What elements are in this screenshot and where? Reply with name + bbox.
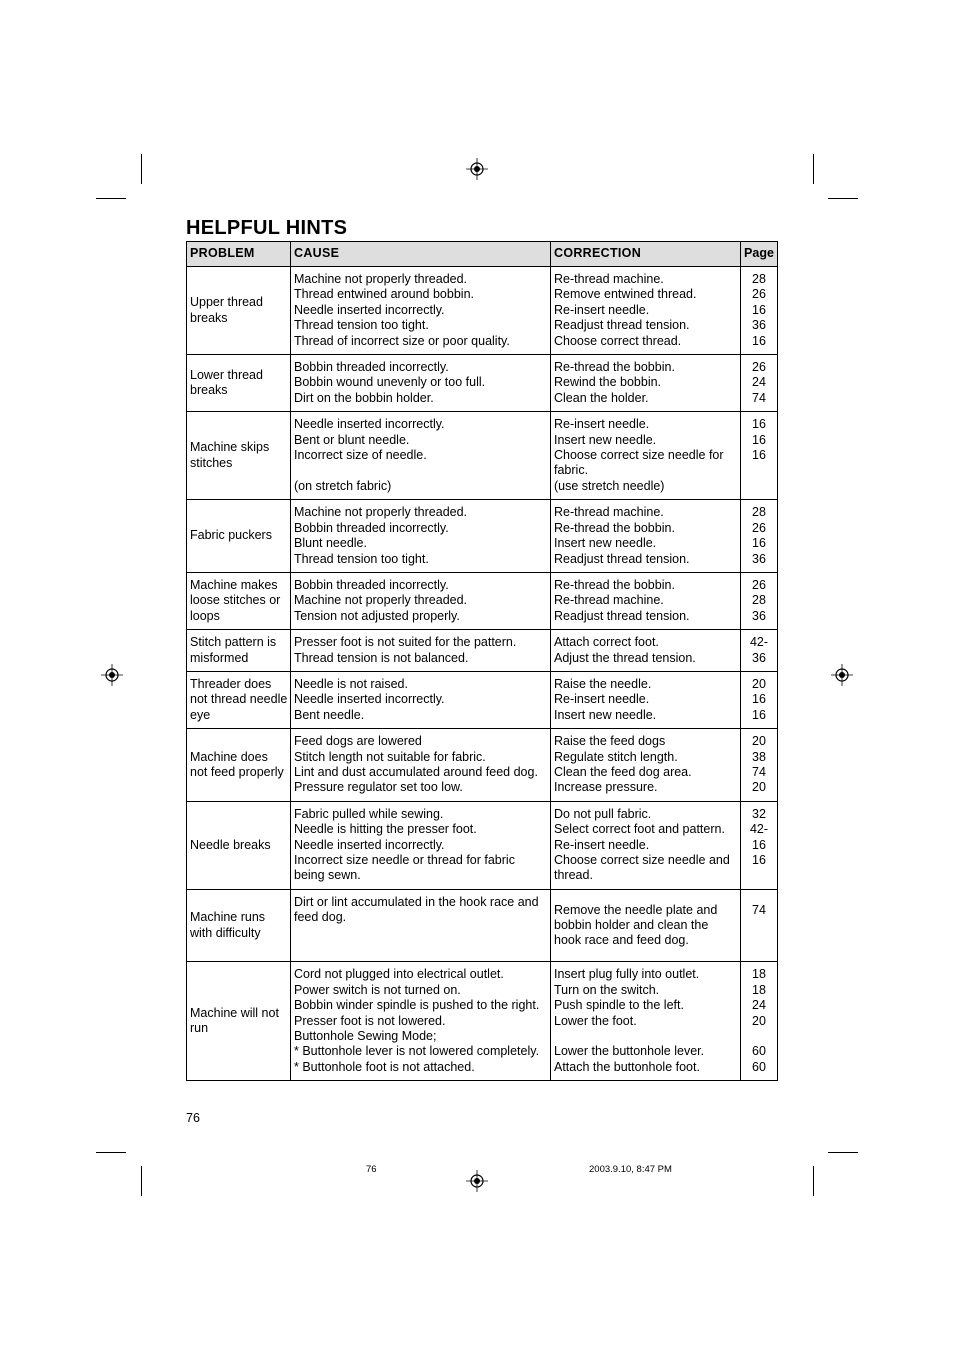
page-ref: 26 bbox=[752, 360, 766, 375]
cause-line: Bent or blunt needle. bbox=[294, 432, 410, 447]
cause-line: Needle is not raised. bbox=[294, 676, 408, 691]
cause-line bbox=[294, 463, 548, 478]
cause-cell bbox=[291, 671, 551, 728]
problem-cell: Needle breaks bbox=[187, 801, 291, 889]
cause-line: Thread tension is not balanced. bbox=[294, 650, 469, 665]
cause-line: Power switch is not turned on. bbox=[294, 982, 461, 997]
page-ref: 74 bbox=[752, 764, 766, 779]
page-title: HELPFUL HINTS bbox=[186, 217, 348, 239]
crop-mark bbox=[828, 1152, 858, 1153]
correction-line: Re-thread the bobbin. bbox=[554, 360, 675, 375]
correction-cell bbox=[551, 267, 741, 355]
table-row bbox=[187, 801, 778, 889]
correction-line: Readjust thread tension. bbox=[554, 551, 690, 566]
correction-line: Re-insert needle. bbox=[554, 692, 650, 707]
cause-line: * Buttonhole foot is not attached. bbox=[294, 1059, 475, 1074]
cause-line: Lint and dust accumulated around feed dog. bbox=[294, 764, 538, 779]
page-cell bbox=[741, 500, 778, 573]
correction-cell bbox=[551, 412, 741, 500]
registration-mark-icon bbox=[466, 1170, 488, 1192]
correction-line bbox=[554, 1029, 738, 1044]
cause-line: Bobbin threaded incorrectly. bbox=[294, 577, 449, 592]
page-cell bbox=[741, 801, 778, 889]
page-ref: 24 bbox=[752, 375, 766, 390]
page-cell bbox=[741, 962, 778, 1081]
cause-line: Bobbin threaded incorrectly. bbox=[294, 360, 449, 375]
cause-line: Incorrect size needle or thread for fabric being sewn. bbox=[294, 853, 515, 883]
crop-mark bbox=[141, 1166, 142, 1196]
correction-line: Turn on the switch. bbox=[554, 982, 660, 997]
correction-line: Re-thread the bobbin. bbox=[554, 520, 675, 535]
page-cell bbox=[741, 572, 778, 629]
page-ref: 36 bbox=[752, 318, 766, 333]
correction-line: Re-insert needle. bbox=[554, 837, 650, 852]
page-ref: 16 bbox=[752, 692, 766, 707]
page-ref: 36 bbox=[752, 551, 766, 566]
correction-line: Re-insert needle. bbox=[554, 302, 650, 317]
page-ref: 26 bbox=[752, 520, 766, 535]
page-cell bbox=[741, 729, 778, 802]
page-ref bbox=[741, 1029, 777, 1044]
problem-cell: Fabric puckers bbox=[187, 500, 291, 573]
correction-line: Insert new needle. bbox=[554, 536, 657, 551]
cause-line bbox=[294, 941, 548, 956]
registration-mark-icon bbox=[831, 664, 853, 686]
correction-line: Attach correct foot. bbox=[554, 635, 659, 650]
cause-line: Machine not properly threaded. bbox=[294, 505, 468, 520]
page-ref: 32 bbox=[752, 806, 766, 821]
footer-file-page: 76 bbox=[366, 1164, 377, 1175]
page-cell bbox=[741, 889, 778, 962]
cause-line bbox=[294, 926, 548, 941]
cause-line: Needle inserted incorrectly. bbox=[294, 417, 445, 432]
correction-line: Select correct foot and pattern. bbox=[554, 822, 725, 837]
correction-cell bbox=[551, 500, 741, 573]
correction-line: Choose correct size needle and thread. bbox=[554, 853, 730, 883]
page-ref: 16 bbox=[752, 837, 766, 852]
correction-line: Choose correct size needle for fabric. bbox=[554, 448, 724, 478]
page-ref: 18 bbox=[752, 982, 766, 997]
crop-mark bbox=[813, 154, 814, 184]
cause-line: Bobbin threaded incorrectly. bbox=[294, 520, 449, 535]
page-ref: 16 bbox=[752, 302, 766, 317]
page-ref: 20 bbox=[752, 676, 766, 691]
correction-line: Rewind the bobbin. bbox=[554, 375, 662, 390]
cause-cell bbox=[291, 962, 551, 1081]
correction-line: Insert new needle. bbox=[554, 707, 657, 722]
problem-cell: Machine does not feed properly bbox=[187, 729, 291, 802]
cause-line: Machine not properly threaded. bbox=[294, 272, 468, 286]
page-cell bbox=[741, 355, 778, 412]
cause-line: Tension not adjusted properly. bbox=[294, 608, 460, 623]
cause-line: Thread tension too tight. bbox=[294, 318, 429, 333]
page-number: 76 bbox=[186, 1111, 200, 1125]
page-ref bbox=[741, 868, 777, 883]
cause-line: Bobbin winder spindle is pushed to the right. bbox=[294, 998, 540, 1013]
table-row bbox=[187, 267, 778, 355]
cause-line: Pressure regulator set too low. bbox=[294, 780, 463, 795]
cause-line: Dirt or lint accumulated in the hook race and feed dog. bbox=[294, 894, 539, 925]
column-header-cause: CAUSE bbox=[291, 242, 551, 267]
problem-cell: Lower thread breaks bbox=[187, 355, 291, 412]
cause-line: (on stretch fabric) bbox=[294, 478, 392, 493]
cause-line: Blunt needle. bbox=[294, 536, 367, 551]
page-ref: 60 bbox=[752, 1044, 766, 1059]
cause-line: Thread of incorrect size or poor quality. bbox=[294, 333, 510, 348]
cause-line: Thread entwined around bobbin. bbox=[294, 287, 474, 302]
correction-line: Attach the buttonhole foot. bbox=[554, 1059, 700, 1074]
page-ref: 36 bbox=[752, 650, 766, 665]
page-ref bbox=[741, 918, 777, 933]
cause-cell bbox=[291, 729, 551, 802]
problem-cell: Threader does not thread needle eye bbox=[187, 671, 291, 728]
page-ref: 28 bbox=[752, 272, 766, 286]
crop-mark bbox=[96, 198, 126, 199]
page-ref: 16 bbox=[752, 333, 766, 348]
page-ref: 26 bbox=[752, 287, 766, 302]
correction-line: Re-thread machine. bbox=[554, 272, 664, 286]
cause-line: Stitch length not suitable for fabric. bbox=[294, 749, 486, 764]
problem-cell: Machine skips stitches bbox=[187, 412, 291, 500]
cause-line: Incorrect size of needle. bbox=[294, 448, 427, 463]
column-header-problem: PROBLEM bbox=[187, 242, 291, 267]
page-ref: 20 bbox=[752, 780, 766, 795]
correction-line: Insert new needle. bbox=[554, 432, 657, 447]
crop-mark bbox=[813, 1166, 814, 1196]
page-ref: 26 bbox=[752, 577, 766, 592]
page-ref bbox=[741, 933, 777, 948]
correction-cell bbox=[551, 962, 741, 1081]
table-row bbox=[187, 412, 778, 500]
problem-cell: Upper thread breaks bbox=[187, 267, 291, 355]
table-row bbox=[187, 962, 778, 1081]
correction-line: Re-thread the bobbin. bbox=[554, 577, 675, 592]
cause-cell bbox=[291, 630, 551, 672]
correction-line: Lower the buttonhole lever. bbox=[554, 1044, 705, 1059]
page-cell bbox=[741, 630, 778, 672]
correction-cell bbox=[551, 801, 741, 889]
table-row bbox=[187, 572, 778, 629]
cause-cell bbox=[291, 572, 551, 629]
column-header-page: Page bbox=[741, 242, 778, 267]
registration-mark-icon bbox=[101, 664, 123, 686]
problem-cell: Machine runs with difficulty bbox=[187, 889, 291, 962]
correction-cell bbox=[551, 355, 741, 412]
cause-line: Dirt on the bobbin holder. bbox=[294, 390, 434, 405]
page-ref: 16 bbox=[752, 448, 766, 463]
page-ref: 16 bbox=[752, 432, 766, 447]
cause-line: Machine not properly threaded. bbox=[294, 593, 468, 608]
troubleshooting-table bbox=[186, 241, 778, 1081]
correction-cell bbox=[551, 729, 741, 802]
cause-cell bbox=[291, 801, 551, 889]
page-ref bbox=[741, 479, 777, 494]
page-ref: 16 bbox=[752, 853, 766, 867]
correction-line: (use stretch needle) bbox=[554, 478, 665, 493]
page-ref: 60 bbox=[752, 1059, 766, 1074]
cause-line: Presser foot is not lowered. bbox=[294, 1013, 446, 1028]
footer-timestamp: 2003.9.10, 8:47 PM bbox=[589, 1164, 672, 1175]
correction-line: Re-thread machine. bbox=[554, 593, 664, 608]
correction-line: Remove entwined thread. bbox=[554, 287, 697, 302]
cause-line: Needle inserted incorrectly. bbox=[294, 302, 445, 317]
crop-mark bbox=[828, 198, 858, 199]
cause-cell bbox=[291, 889, 551, 962]
cause-cell bbox=[291, 355, 551, 412]
correction-line: Increase pressure. bbox=[554, 780, 658, 795]
correction-line: Clean the holder. bbox=[554, 390, 649, 405]
problem-cell: Stitch pattern is misformed bbox=[187, 630, 291, 672]
correction-line: Push spindle to the left. bbox=[554, 998, 684, 1013]
correction-line: Regulate stitch length. bbox=[554, 749, 678, 764]
correction-line: Re-insert needle. bbox=[554, 417, 650, 432]
cause-line: Needle inserted incorrectly. bbox=[294, 837, 445, 852]
correction-line: Adjust the thread tension. bbox=[554, 650, 696, 665]
table-row bbox=[187, 355, 778, 412]
page-ref: 24 bbox=[752, 998, 766, 1013]
column-header-correction: CORRECTION bbox=[551, 242, 741, 267]
cause-line: Thread tension too tight. bbox=[294, 551, 429, 566]
page-ref: 16 bbox=[752, 536, 766, 551]
cause-line: Buttonhole Sewing Mode; bbox=[294, 1029, 437, 1044]
page-cell bbox=[741, 412, 778, 500]
correction-cell bbox=[551, 889, 741, 962]
correction-cell bbox=[551, 671, 741, 728]
page-ref: 18 bbox=[752, 967, 766, 982]
table-row bbox=[187, 671, 778, 728]
page-cell bbox=[741, 671, 778, 728]
page-ref: 28 bbox=[752, 505, 766, 520]
page-ref: 16 bbox=[752, 707, 766, 722]
correction-line: Readjust thread tension. bbox=[554, 608, 690, 623]
cause-line: Bent needle. bbox=[294, 707, 365, 722]
page-ref: 28 bbox=[752, 593, 766, 608]
page-ref: 42- bbox=[749, 822, 769, 837]
page-ref: 20 bbox=[752, 1013, 766, 1028]
table-row bbox=[187, 729, 778, 802]
page-ref: 16 bbox=[752, 417, 766, 432]
crop-mark bbox=[96, 1152, 126, 1153]
correction-line: Raise the needle. bbox=[554, 676, 652, 691]
crop-mark bbox=[141, 154, 142, 184]
correction-line: Lower the foot. bbox=[554, 1013, 637, 1028]
page-ref: 74 bbox=[752, 390, 766, 405]
correction-line: Re-thread machine. bbox=[554, 505, 664, 520]
cause-line: Presser foot is not suited for the pattern. bbox=[294, 635, 517, 650]
page-cell bbox=[741, 267, 778, 355]
cause-cell bbox=[291, 267, 551, 355]
problem-cell: Machine makes loose stitches or loops bbox=[187, 572, 291, 629]
correction-line: Readjust thread tension. bbox=[554, 318, 690, 333]
cause-cell bbox=[291, 500, 551, 573]
table-row bbox=[187, 889, 778, 962]
correction-line: Do not pull fabric. bbox=[554, 806, 652, 821]
correction-line: Remove the needle plate and bobbin holder and clean the hook race and feed dog. bbox=[554, 902, 718, 948]
cause-line: Feed dogs are lowered bbox=[294, 734, 422, 749]
registration-mark-icon bbox=[466, 158, 488, 180]
page-ref: 36 bbox=[752, 608, 766, 623]
page-ref: 42- bbox=[749, 635, 769, 650]
table-row bbox=[187, 630, 778, 672]
page-ref bbox=[741, 463, 777, 478]
cause-line: Fabric pulled while sewing. bbox=[294, 806, 444, 821]
correction-cell bbox=[551, 630, 741, 672]
table-row bbox=[187, 500, 778, 573]
cause-cell bbox=[291, 412, 551, 500]
cause-line: Bobbin wound unevenly or too full. bbox=[294, 375, 486, 390]
cause-line: Needle is hitting the presser foot. bbox=[294, 822, 477, 837]
table-header-row bbox=[187, 242, 778, 267]
problem-cell: Machine will not run bbox=[187, 962, 291, 1081]
correction-line: Clean the feed dog area. bbox=[554, 764, 692, 779]
cause-line: * Buttonhole lever is not lowered completely. bbox=[294, 1044, 540, 1059]
correction-line: Raise the feed dogs bbox=[554, 734, 666, 749]
correction-line: Insert plug fully into outlet. bbox=[554, 967, 700, 982]
cause-line: Cord not plugged into electrical outlet. bbox=[294, 967, 504, 982]
page-ref: 20 bbox=[752, 734, 766, 749]
correction-cell bbox=[551, 572, 741, 629]
cause-line: Needle inserted incorrectly. bbox=[294, 692, 445, 707]
correction-line: Choose correct thread. bbox=[554, 333, 682, 348]
page-ref: 38 bbox=[752, 749, 766, 764]
page-ref: 74 bbox=[752, 902, 766, 917]
